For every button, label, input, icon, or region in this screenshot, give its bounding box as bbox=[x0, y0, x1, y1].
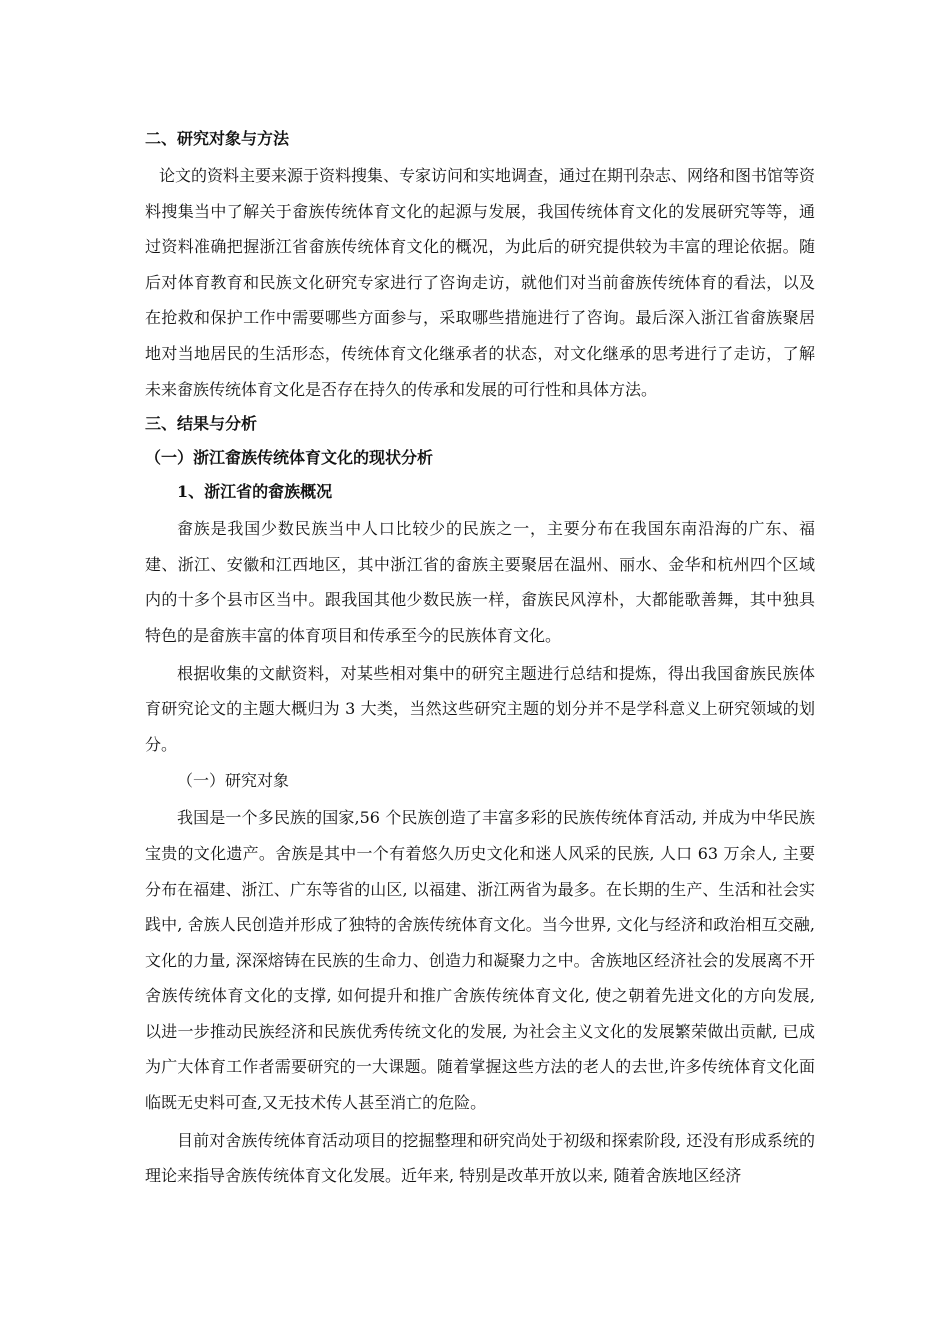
paragraph-current-research: 目前对舍族传统体育活动项目的挖掘整理和研究尚处于初级和探索阶段, 还没有形成系统的理论来指导舍族传统体育文化发展。近年来, 特别是改革开放以来, 随着舍族地区经济 bbox=[145, 1130, 815, 1186]
section-heading-methods: 二、研究对象与方法 bbox=[145, 129, 290, 148]
document-body bbox=[145, 122, 815, 1194]
paragraph-research-object: 我国是一个多民族的国家,56 个民族创造了丰富多彩的民族传统体育活动, 并成为中华民族宝贵的文化遗产。舍族是其中一个有着悠久历史文化和迷人风采的民族, 人口 63 万余人, 主要分布在福建、浙江、广东等省的山区, 以福建、浙江两省为最多。在长期的生产、生活和社会实践中, 舍族人民创造并形成了独特的舍族传统体育文化。当今世界, 文化与经济和政治相互交融, 文化的力量, 深深熔铸在民族的生命力、创造力和凝聚力之中。舍族地区经济社会的发展离不开舍族传统体育文化的支撑, 如何提升和推广舍族传统体育文化, 使之朝着先进文化的方向发展, 以进一步推动民族经济和民族优秀传统文化的发展, 为社会主义文化的发展繁荣做出贡献, 已成为广大体育工作者需要研究的一大课题。随着掌握这些方法的老人的去世,许多传统体育文化面临既无史料可查,又无技术传人甚至消亡的危险。 bbox=[145, 808, 815, 1113]
paragraph-methods: 论文的资料主要来源于资料搜集、专家访问和实地调查，通过在期刊杂志、网络和图书馆等资料搜集当中了解关于畲族传统体育文化的起源与发展，我国传统体育文化的发展研究等等，通过资料准确把握浙江省畲族传统体育文化的概况，为此后的研究提供较为丰富的理论依据。随后对体育教育和民族文化研究专家进行了咨询走访，就他们对当前畲族传统体育的看法，以及在抢救和保护工作中需要哪些方面参与，采取哪些措施进行了咨询。最后深入浙江省畲族聚居地对当地居民的生活形态，传统体育文化继承者的状态，对文化继承的思考进行了走访，了解未来畲族传统体育文化是否存在持久的传承和发展的可行性和具体方法。 bbox=[145, 166, 816, 399]
subsection-heading-status: （一）浙江畲族传统体育文化的现状分析 bbox=[145, 448, 434, 468]
section-heading-results: 三、结果与分析 bbox=[145, 414, 258, 434]
paragraph-literature: 根据收集的文献资料，对某些相对集中的研究主题进行总结和提炼，得出我国畲族民族体育研究论文的主题大概归为 3 大类，当然这些研究主题的划分并不是学科意义上研究领域的划分。 bbox=[145, 663, 815, 754]
paragraph-overview: 畲族是我国少数民族当中人口比较少的民族之一，主要分布在我国东南沿海的广东、福建、浙江、安徽和江西地区，其中浙江省的畲族主要聚居在温州、丽水、金华和杭州四个区域内的十多个县市区当中。跟我国其他少数民族一样，畲族民风淳朴，大都能歌善舞，其中独具特色的是畲族丰富的体育项目和传承至今的民族体育文化。 bbox=[145, 519, 815, 645]
subsection-heading-overview: 1、浙江省的畲族概况 bbox=[177, 482, 333, 502]
subsection-heading-research-object: （一）研究对象 bbox=[177, 771, 290, 791]
